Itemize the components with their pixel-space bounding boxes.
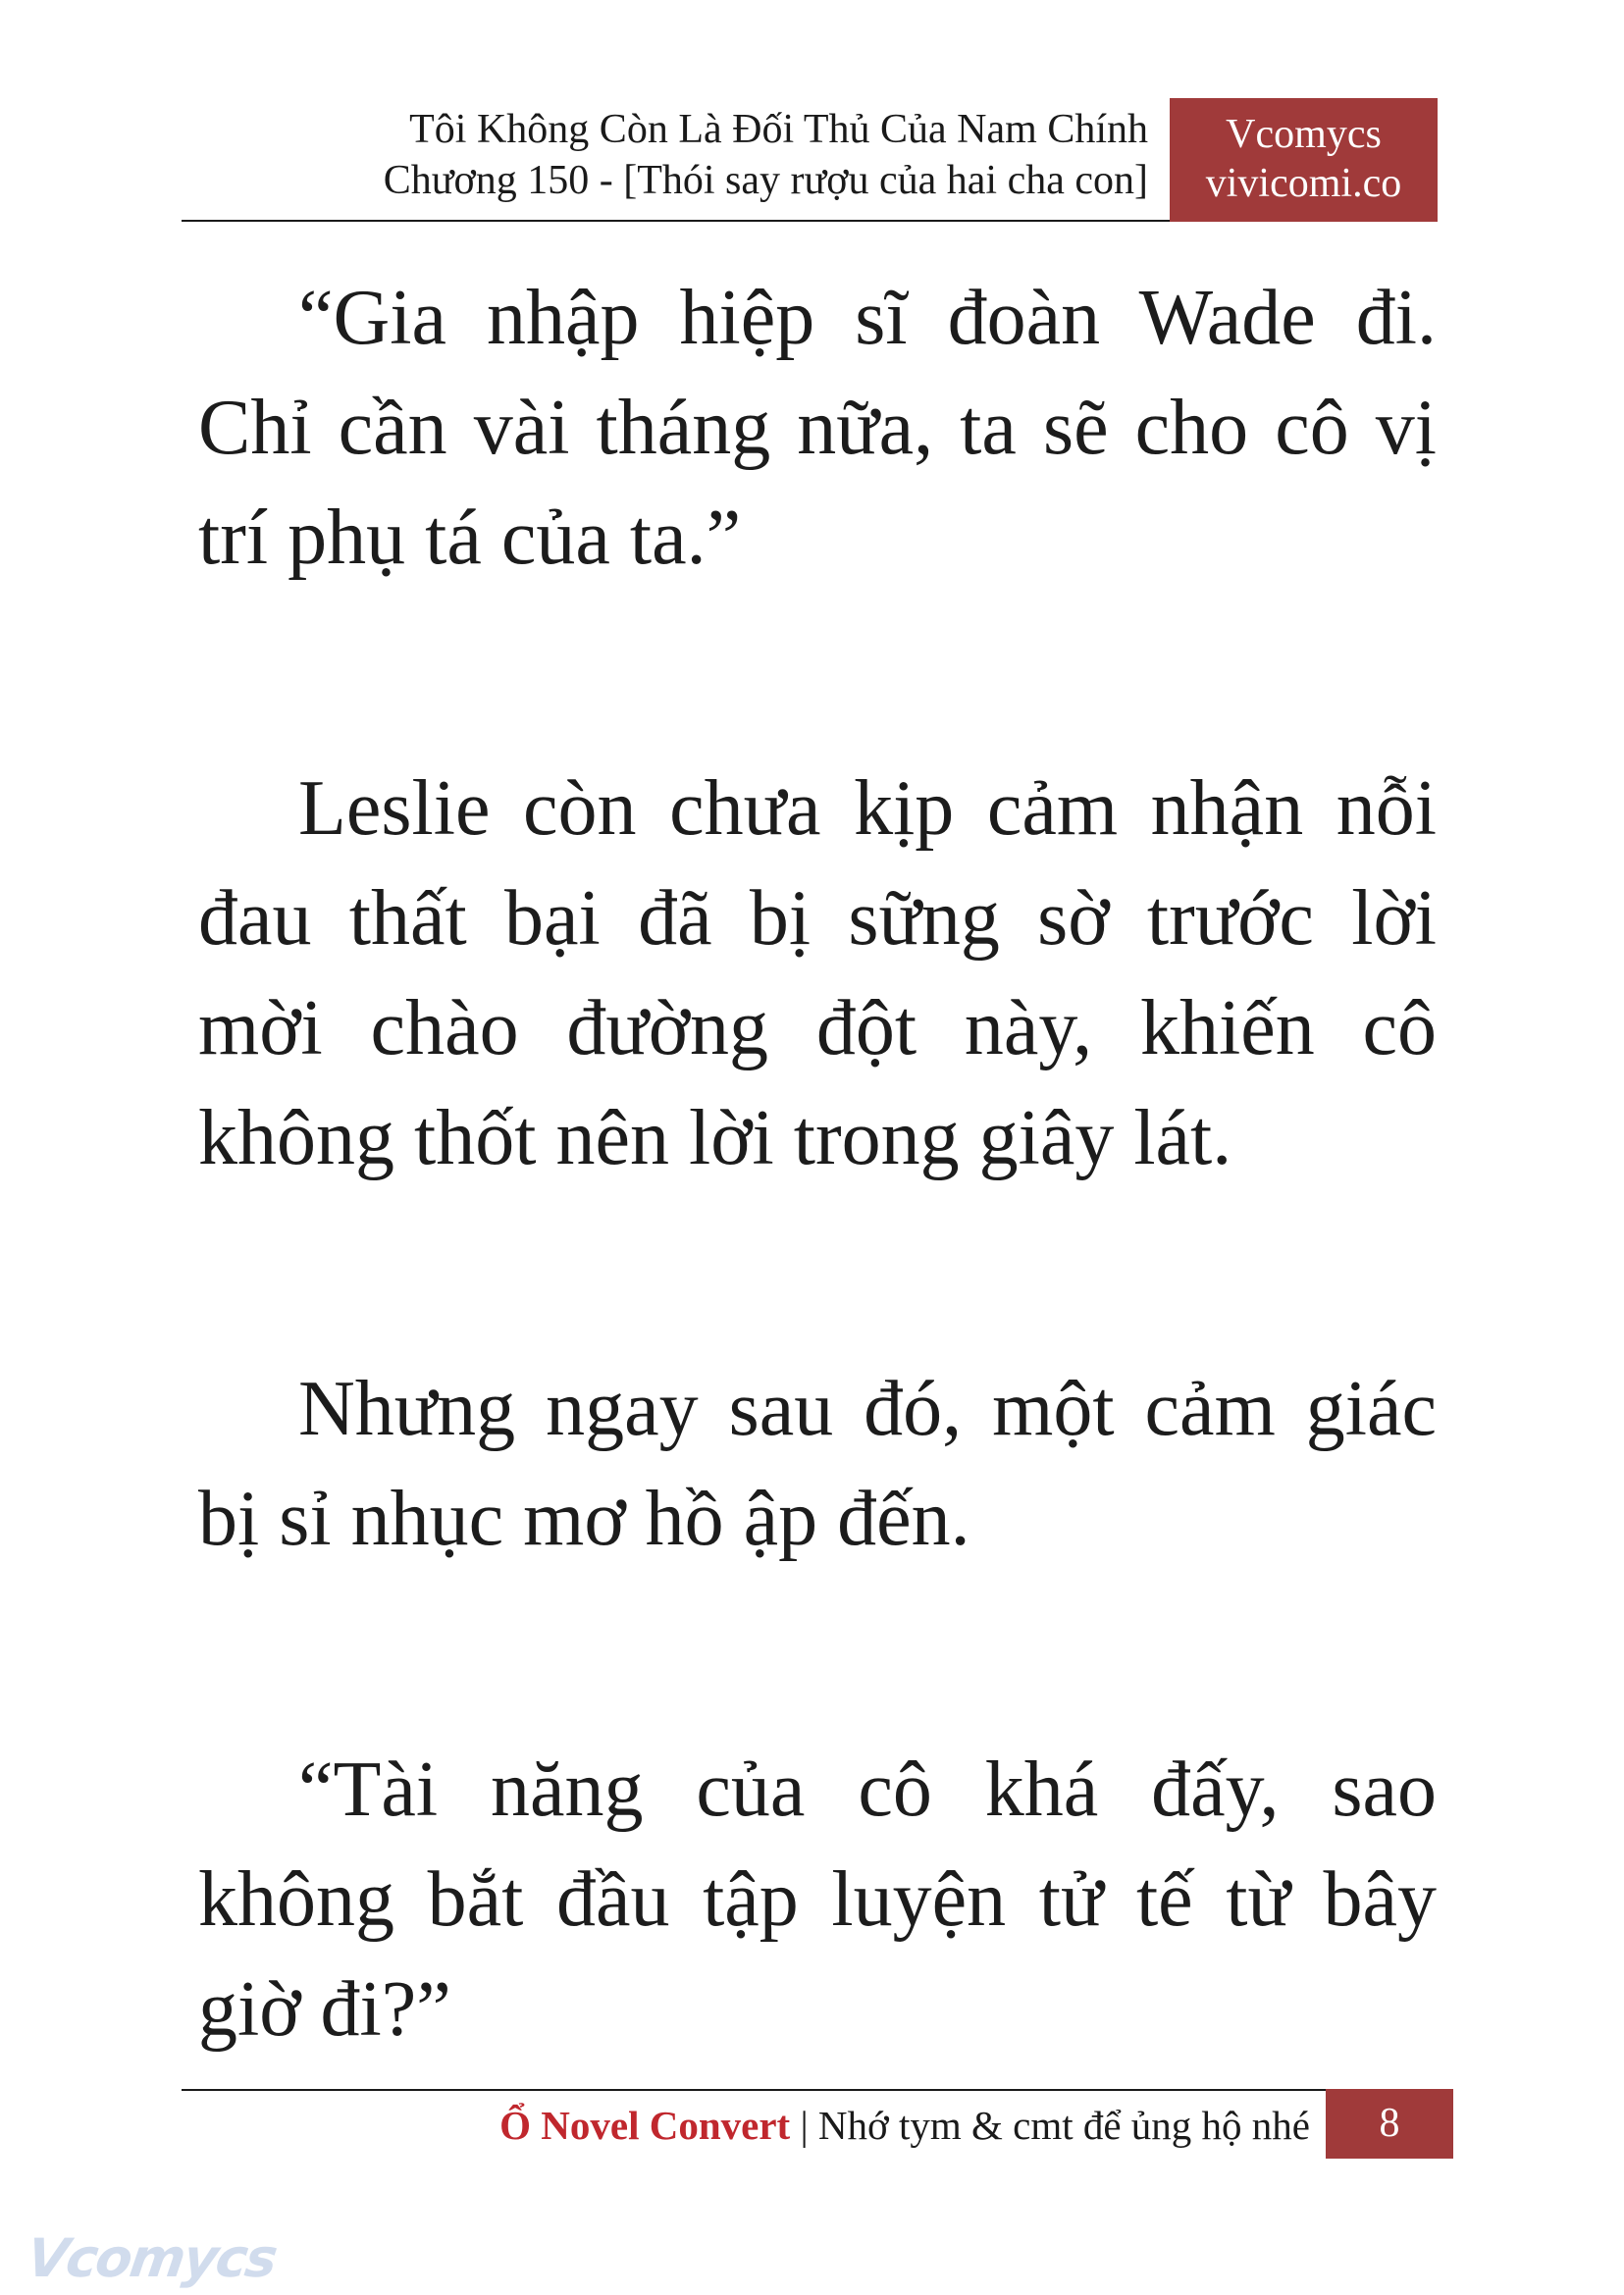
footer-divider bbox=[182, 2089, 1453, 2091]
paragraph-3: Nhưng ngay sau đó, một cảm giác bị sỉ nhục mơ hồ ập đến. bbox=[198, 1366, 1437, 1562]
paragraph-2: Leslie còn chưa kịp cảm nhận nỗi đau thất bại đã bị sững sờ trước lời mời chào đường đột này, khiến cô không thốt nên lời trong giây lát. bbox=[198, 765, 1437, 1181]
header-divider bbox=[182, 220, 1170, 222]
page-header bbox=[182, 98, 1438, 222]
site-badge-url: vivicomi.co bbox=[1205, 161, 1402, 206]
footer-separator: | bbox=[790, 2103, 818, 2148]
footer-message: Nhớ tym & cmt để ủng hộ nhé bbox=[817, 2103, 1310, 2148]
header-title-block bbox=[384, 104, 1148, 206]
footer-brand: Ổ Novel Convert bbox=[499, 2103, 791, 2148]
book-title: Tôi Không Còn Là Đối Thủ Của Nam Chính bbox=[409, 107, 1148, 152]
footer-note bbox=[499, 2096, 1310, 2155]
paragraph-1: “Gia nhập hiệp sĩ đoàn Wade đi. Chỉ cần vài tháng nữa, ta sẽ cho cô vị trí phụ tá của ta.” bbox=[198, 275, 1437, 581]
paragraph-4: “Tài năng của cô khá đấy, sao không bắt đầu tập luyện tử tế từ bây giờ đi?” bbox=[198, 1747, 1437, 2053]
watermark-logo: Vcomycs bbox=[23, 2227, 280, 2289]
chapter-title: Chương 150 - [Thói say rượu của hai cha con] bbox=[383, 158, 1148, 203]
page-content bbox=[198, 263, 1437, 2225]
page-number: 8 bbox=[1326, 2089, 1453, 2159]
site-badge-name: Vcomycs bbox=[1226, 112, 1382, 157]
site-badge bbox=[1170, 98, 1438, 222]
